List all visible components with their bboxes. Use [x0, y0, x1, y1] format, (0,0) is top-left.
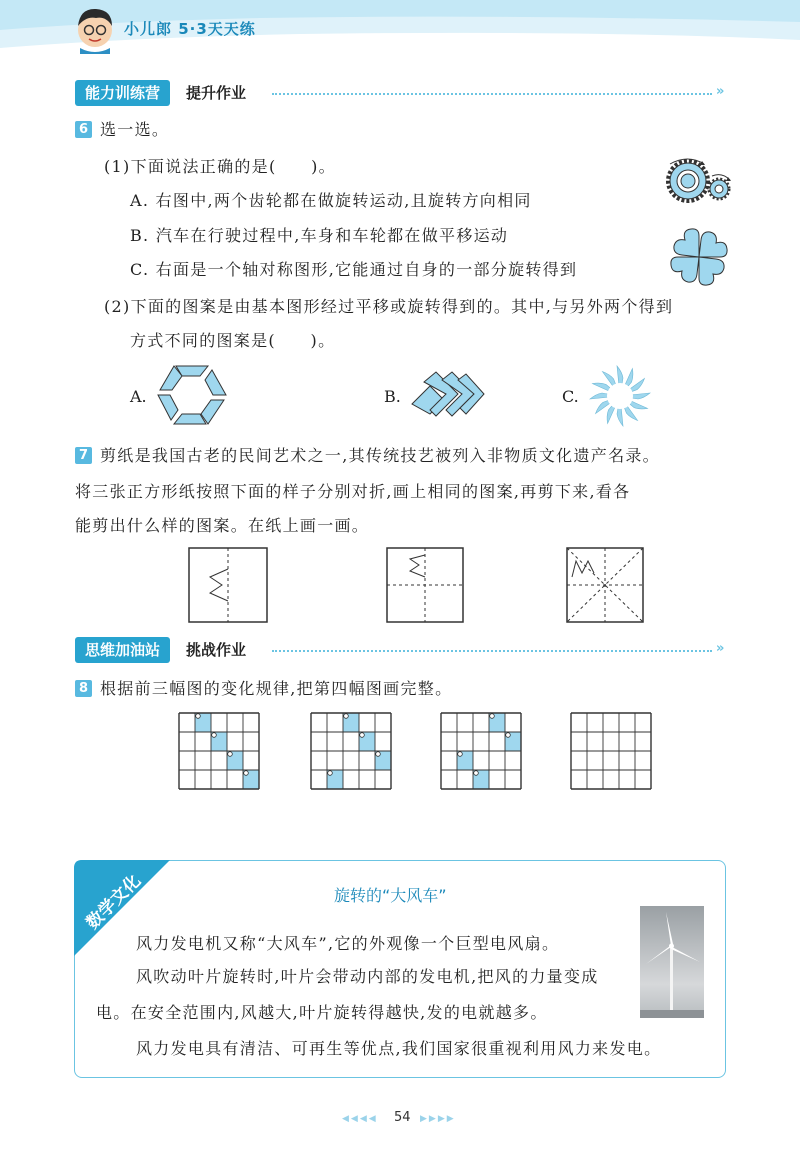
- q6-choice-a-label: A.: [130, 387, 147, 406]
- culture-paragraph-1: 风力发电机又称“大风车”,它的外观像一个巨型电风扇。: [136, 934, 560, 953]
- q8-grid-1: [178, 712, 260, 792]
- q8-grid-4-blank[interactable]: [570, 712, 652, 792]
- wind-turbine-photo: [640, 906, 704, 1018]
- question-number-8: 8: [75, 680, 92, 697]
- section-subtitle-advanced: 提升作业: [186, 84, 247, 102]
- culture-tag: 数学文化: [82, 871, 145, 934]
- grid-marker-dot: [228, 752, 233, 757]
- q8-grid-3: [440, 712, 522, 792]
- section-divider-2: [272, 650, 712, 652]
- q8-text: 根据前三幅图的变化规律,把第四幅图画完整。: [100, 679, 453, 698]
- page-arrows-left-icon: ◀◀◀◀: [342, 1114, 378, 1124]
- paper-fold-diagonal: [566, 547, 644, 623]
- q7-line1: 剪纸是我国古老的民间艺术之一,其传统技艺被列入非物质文化遗产名录。: [100, 446, 660, 465]
- q6-choice-c-label: C.: [562, 387, 579, 406]
- question-number-7: 7: [75, 447, 92, 464]
- section-tag-thinking: 思维加油站: [75, 637, 170, 663]
- grid-marker-dot: [360, 733, 365, 738]
- hexagon-pattern-figure: [156, 362, 228, 428]
- q6-option-c: C. 右面是一个轴对称图形,它能通过自身的一部分旋转得到: [130, 260, 578, 279]
- grid-marker-dot: [196, 714, 201, 719]
- paper-fold-cross: [386, 547, 464, 623]
- paper-fold-vertical: [188, 547, 268, 623]
- page-number: 54: [394, 1110, 411, 1125]
- culture-title: 旋转的“大风车”: [334, 886, 447, 905]
- culture-paragraph-2a: 风吹动叶片旋转时,叶片会带动内部的发电机,把风的力量变成: [136, 967, 599, 986]
- chevron-right-icon: »: [716, 84, 725, 99]
- chevron-pattern-figure: [410, 370, 486, 420]
- clover-figure: [668, 226, 730, 288]
- q6-choice-b-label: B.: [384, 387, 401, 406]
- q6-option-a: A. 右图中,两个齿轮都在做旋转运动,且旋转方向相同: [130, 191, 532, 210]
- section-tag-ability: 能力训练营: [75, 80, 170, 106]
- grid-marker-dot: [458, 752, 463, 757]
- mascot-icon: [72, 4, 118, 54]
- grid-marker-dot: [344, 714, 349, 719]
- q6-part2-line2: 方式不同的图案是( )。: [130, 331, 336, 350]
- gears-figure: [664, 156, 736, 206]
- page-arrows-right-icon: ▶▶▶▶: [420, 1114, 456, 1124]
- grid-marker-dot: [376, 752, 381, 757]
- culture-paragraph-3: 风力发电具有清洁、可再生等优点,我们国家很重视利用风力来发电。: [136, 1039, 662, 1058]
- grid-marker-dot: [244, 771, 249, 776]
- grid-marker-dot: [506, 733, 511, 738]
- grid-marker-dot: [212, 733, 217, 738]
- chevron-right-icon-2: »: [716, 641, 725, 656]
- question-number-6: 6: [75, 121, 92, 138]
- brand-title: 小儿郎 5·3天天练: [124, 20, 256, 38]
- grid-marker-dot: [490, 714, 495, 719]
- q6-title: 选一选。: [100, 120, 170, 139]
- q7-line2: 将三张正方形纸按照下面的样子分别对折,画上相同的图案,再剪下来,看各: [75, 482, 631, 501]
- header-band: [0, 0, 800, 48]
- culture-paragraph-2b: 电。在安全范围内,风越大,叶片旋转得越快,发的电就越多。: [96, 1003, 548, 1022]
- q7-line3: 能剪出什么样的图案。在纸上画一画。: [75, 516, 370, 535]
- q6-part2-line1: (2)下面的图案是由基本图形经过平移或旋转得到的。其中,与另外两个得到: [104, 297, 674, 316]
- grid-marker-dot: [474, 771, 479, 776]
- q8-grid-2: [310, 712, 392, 792]
- grid-marker-dot: [328, 771, 333, 776]
- section-subtitle-challenge: 挑战作业: [186, 641, 247, 659]
- section-divider: [272, 93, 712, 95]
- sun-pattern-figure: [588, 364, 652, 428]
- q6-part1-stem: (1)下面说法正确的是( )。: [104, 157, 336, 176]
- q6-option-b: B. 汽车在行驶过程中,车身和车轮都在做平移运动: [130, 226, 509, 245]
